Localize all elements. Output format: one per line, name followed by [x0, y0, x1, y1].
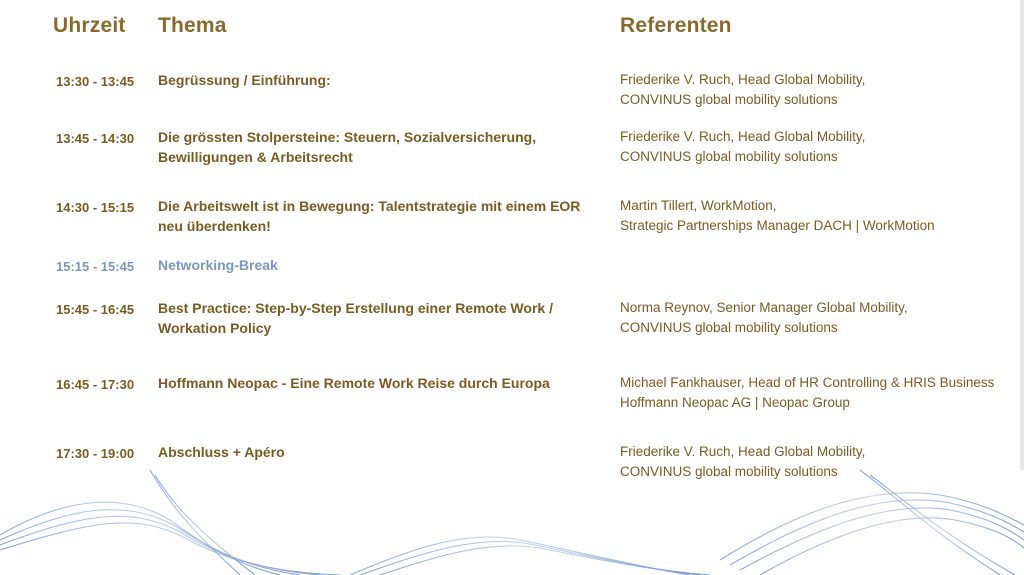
row-time: 14:30 - 15:15: [56, 200, 135, 215]
speaker-line-1: Michael Fankhauser, Head of HR Controlling & HRIS Business: [620, 375, 995, 390]
row-speaker: [620, 298, 1020, 337]
row-speaker: [620, 442, 1020, 481]
header-speakers: Referenten: [620, 14, 732, 37]
speaker-line-1: Friederike V. Ruch, Head Global Mobility,: [620, 444, 866, 459]
row-topic: Begrüssung / Einführung:: [158, 72, 331, 88]
row-topic: Networking-Break: [158, 257, 278, 273]
row-time: 15:45 - 16:45: [56, 302, 135, 317]
row-speaker: [620, 127, 1020, 166]
row-time: 16:45 - 17:30: [56, 377, 135, 392]
speaker-line-2: CONVINUS global mobility solutions: [620, 319, 838, 335]
row-topic: Abschluss + Apéro: [158, 444, 285, 460]
header-topic: Thema: [158, 14, 227, 37]
row-time: 17:30 - 19:00: [56, 446, 135, 461]
header-time: Uhrzeit: [53, 14, 126, 37]
speaker-line-2: Strategic Partnerships Manager DACH | WorkMotion: [620, 217, 935, 233]
row-topic: Best Practice: Step-by-Step Erstellung einer Remote Work / Workation Policy: [158, 300, 553, 336]
row-speaker: [620, 373, 1020, 412]
row-topic: Hoffmann Neopac - Eine Remote Work Reise durch Europa: [158, 375, 550, 391]
row-topic: Die grössten Stolpersteine: Steuern, Sozialversicherung, Bewilligungen & Arbeitsrecht: [158, 129, 537, 165]
speaker-line-2: CONVINUS global mobility solutions: [620, 463, 838, 479]
speaker-line-1: Martin Tillert, WorkMotion,: [620, 198, 777, 213]
speaker-line-2: CONVINUS global mobility solutions: [620, 91, 838, 107]
right-edge: [1020, 0, 1024, 470]
speaker-line-1: Norma Reynov, Senior Manager Global Mobility,: [620, 300, 908, 315]
row-speaker: [620, 70, 1020, 109]
speaker-line-2: CONVINUS global mobility solutions: [620, 148, 838, 164]
row-speaker: [620, 196, 1020, 235]
row-time: 15:15 - 15:45: [56, 259, 135, 274]
speaker-line-1: Friederike V. Ruch, Head Global Mobility,: [620, 129, 866, 144]
speaker-line-1: Friederike V. Ruch, Head Global Mobility,: [620, 72, 866, 87]
row-time: 13:30 - 13:45: [56, 74, 135, 89]
row-topic: Die Arbeitswelt ist in Bewegung: Talentstrategie mit einem EOR neu überdenken!: [158, 198, 581, 234]
row-time: 13:45 - 14:30: [56, 131, 135, 146]
speaker-line-2: Hoffmann Neopac AG | Neopac Group: [620, 394, 850, 410]
